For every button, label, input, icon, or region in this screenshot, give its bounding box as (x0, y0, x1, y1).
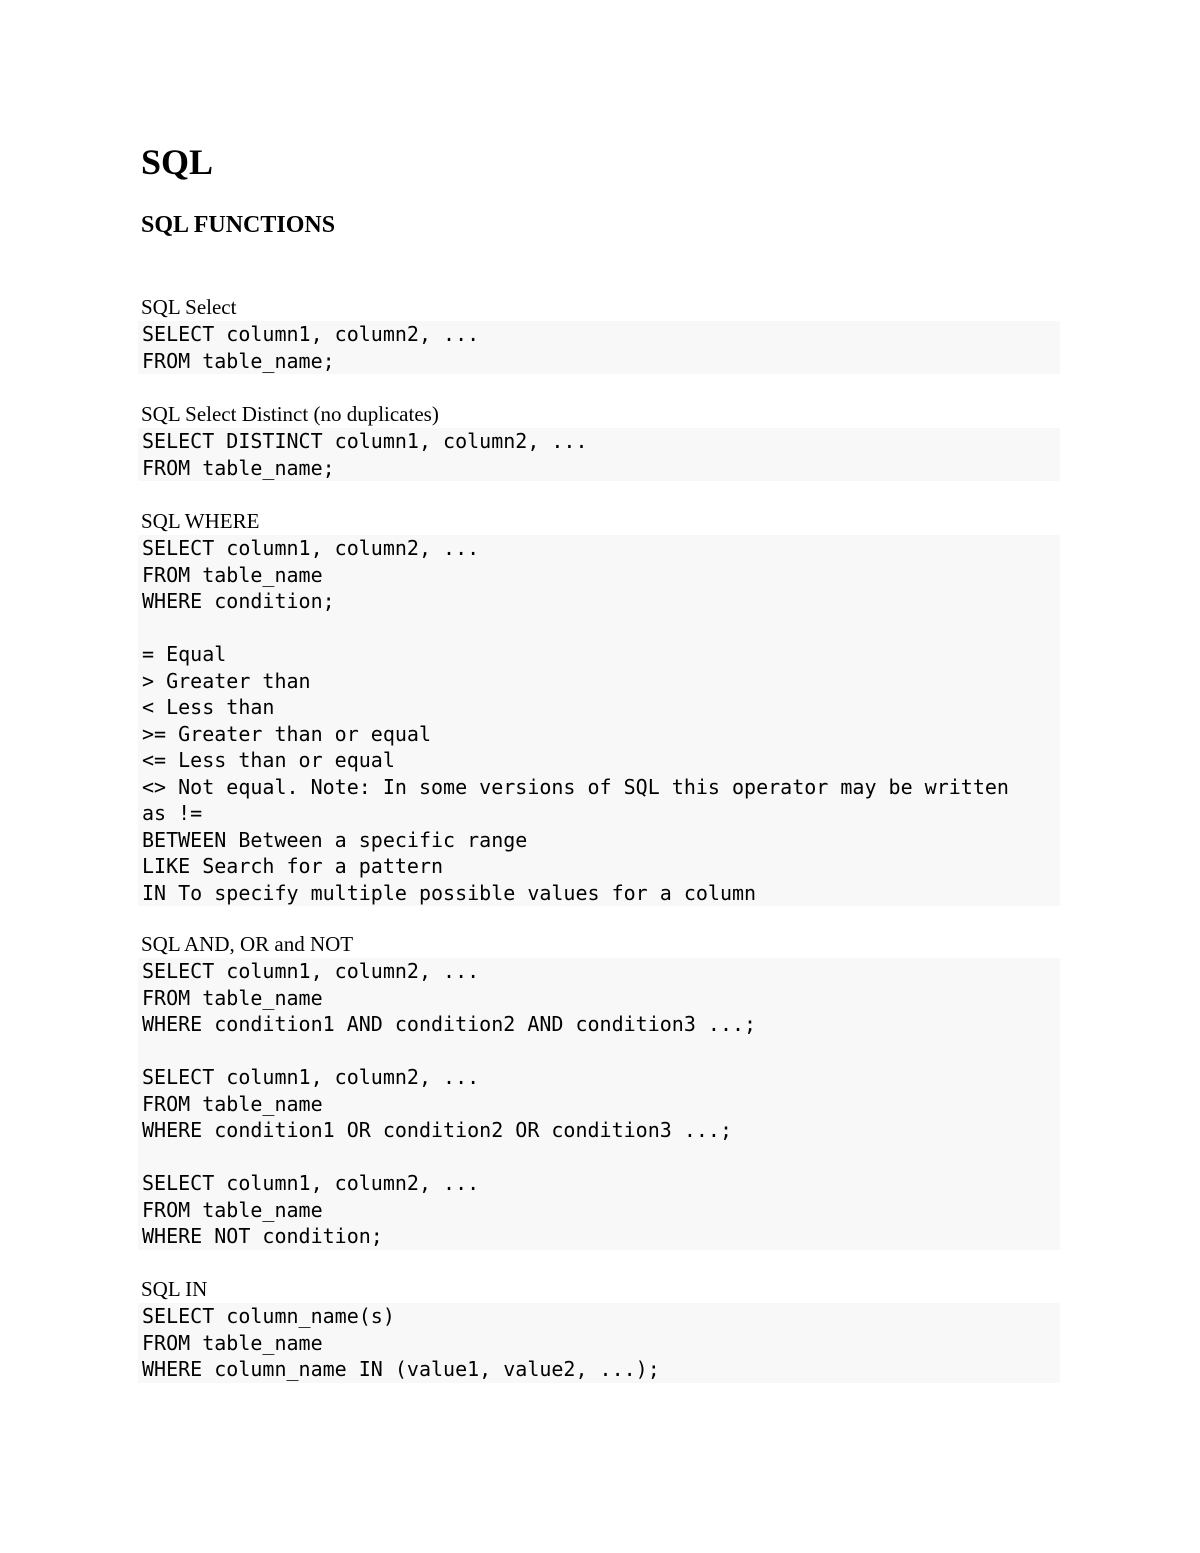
code-line: BETWEEN Between a specific range (142, 827, 528, 852)
code-line: FROM table_name; (142, 455, 335, 480)
code-block-and-or-not (138, 958, 1060, 1250)
code-line: < Less than (142, 695, 275, 719)
code-line: as != (142, 801, 203, 825)
code-line: LIKE Search for a pattern (142, 854, 444, 878)
section-label-select: SQL Select (141, 295, 237, 319)
code-line: <> Not equal. Note: In some versions of SQL this operator may be written (142, 774, 1009, 799)
code-line: SELECT column1, column2, ... (142, 959, 480, 983)
code-line: WHERE NOT condition; (142, 1224, 383, 1248)
code-line: FROM table_name (142, 1091, 323, 1116)
section-label-and-or-not: SQL AND, OR and NOT (141, 932, 354, 956)
code-line: IN To specify multiple possible values for a column (142, 880, 757, 905)
code-line: >= Greater than or equal (142, 721, 431, 746)
code-line: SELECT column_name(s) (142, 1304, 395, 1328)
code-line: WHERE condition1 AND condition2 AND condition3 ...; (142, 1012, 757, 1036)
code-line: WHERE column_name IN (value1, value2, ...); (142, 1357, 660, 1381)
code-line: SELECT column1, column2, ... (142, 322, 480, 346)
code-line: WHERE condition; (142, 589, 335, 613)
code-line: SELECT column1, column2, ... (142, 1065, 480, 1089)
code-line: FROM table_name (142, 1330, 323, 1355)
code-block-in (138, 1303, 1060, 1383)
code-line: FROM table_name (142, 1197, 323, 1222)
page-subtitle: SQL FUNCTIONS (141, 212, 336, 238)
code-line: FROM table_name; (142, 348, 335, 373)
code-line: FROM table_name (142, 985, 323, 1010)
code-line: SELECT column1, column2, ... (142, 1171, 480, 1195)
section-label-where: SQL WHERE (141, 509, 260, 533)
code-block-select (138, 321, 1060, 374)
code-line: > Greater than (142, 668, 311, 693)
code-line: SELECT DISTINCT column1, column2, ... (142, 429, 588, 453)
section-label-in: SQL IN (141, 1277, 208, 1301)
section-label-select-distinct: SQL Select Distinct (no duplicates) (141, 402, 439, 426)
page-title: SQL (141, 142, 214, 182)
code-line: FROM table_name (142, 562, 323, 587)
code-line: = Equal (142, 642, 227, 666)
code-block-select-distinct (138, 428, 1060, 481)
code-line: <= Less than or equal (142, 748, 395, 772)
code-line: WHERE condition1 OR condition2 OR condition3 ...; (142, 1118, 733, 1142)
code-line (142, 1144, 1060, 1171)
code-block-where (138, 535, 1060, 906)
code-line: SELECT column1, column2, ... (142, 536, 480, 560)
code-line (142, 615, 1060, 642)
code-line (142, 1038, 1060, 1065)
